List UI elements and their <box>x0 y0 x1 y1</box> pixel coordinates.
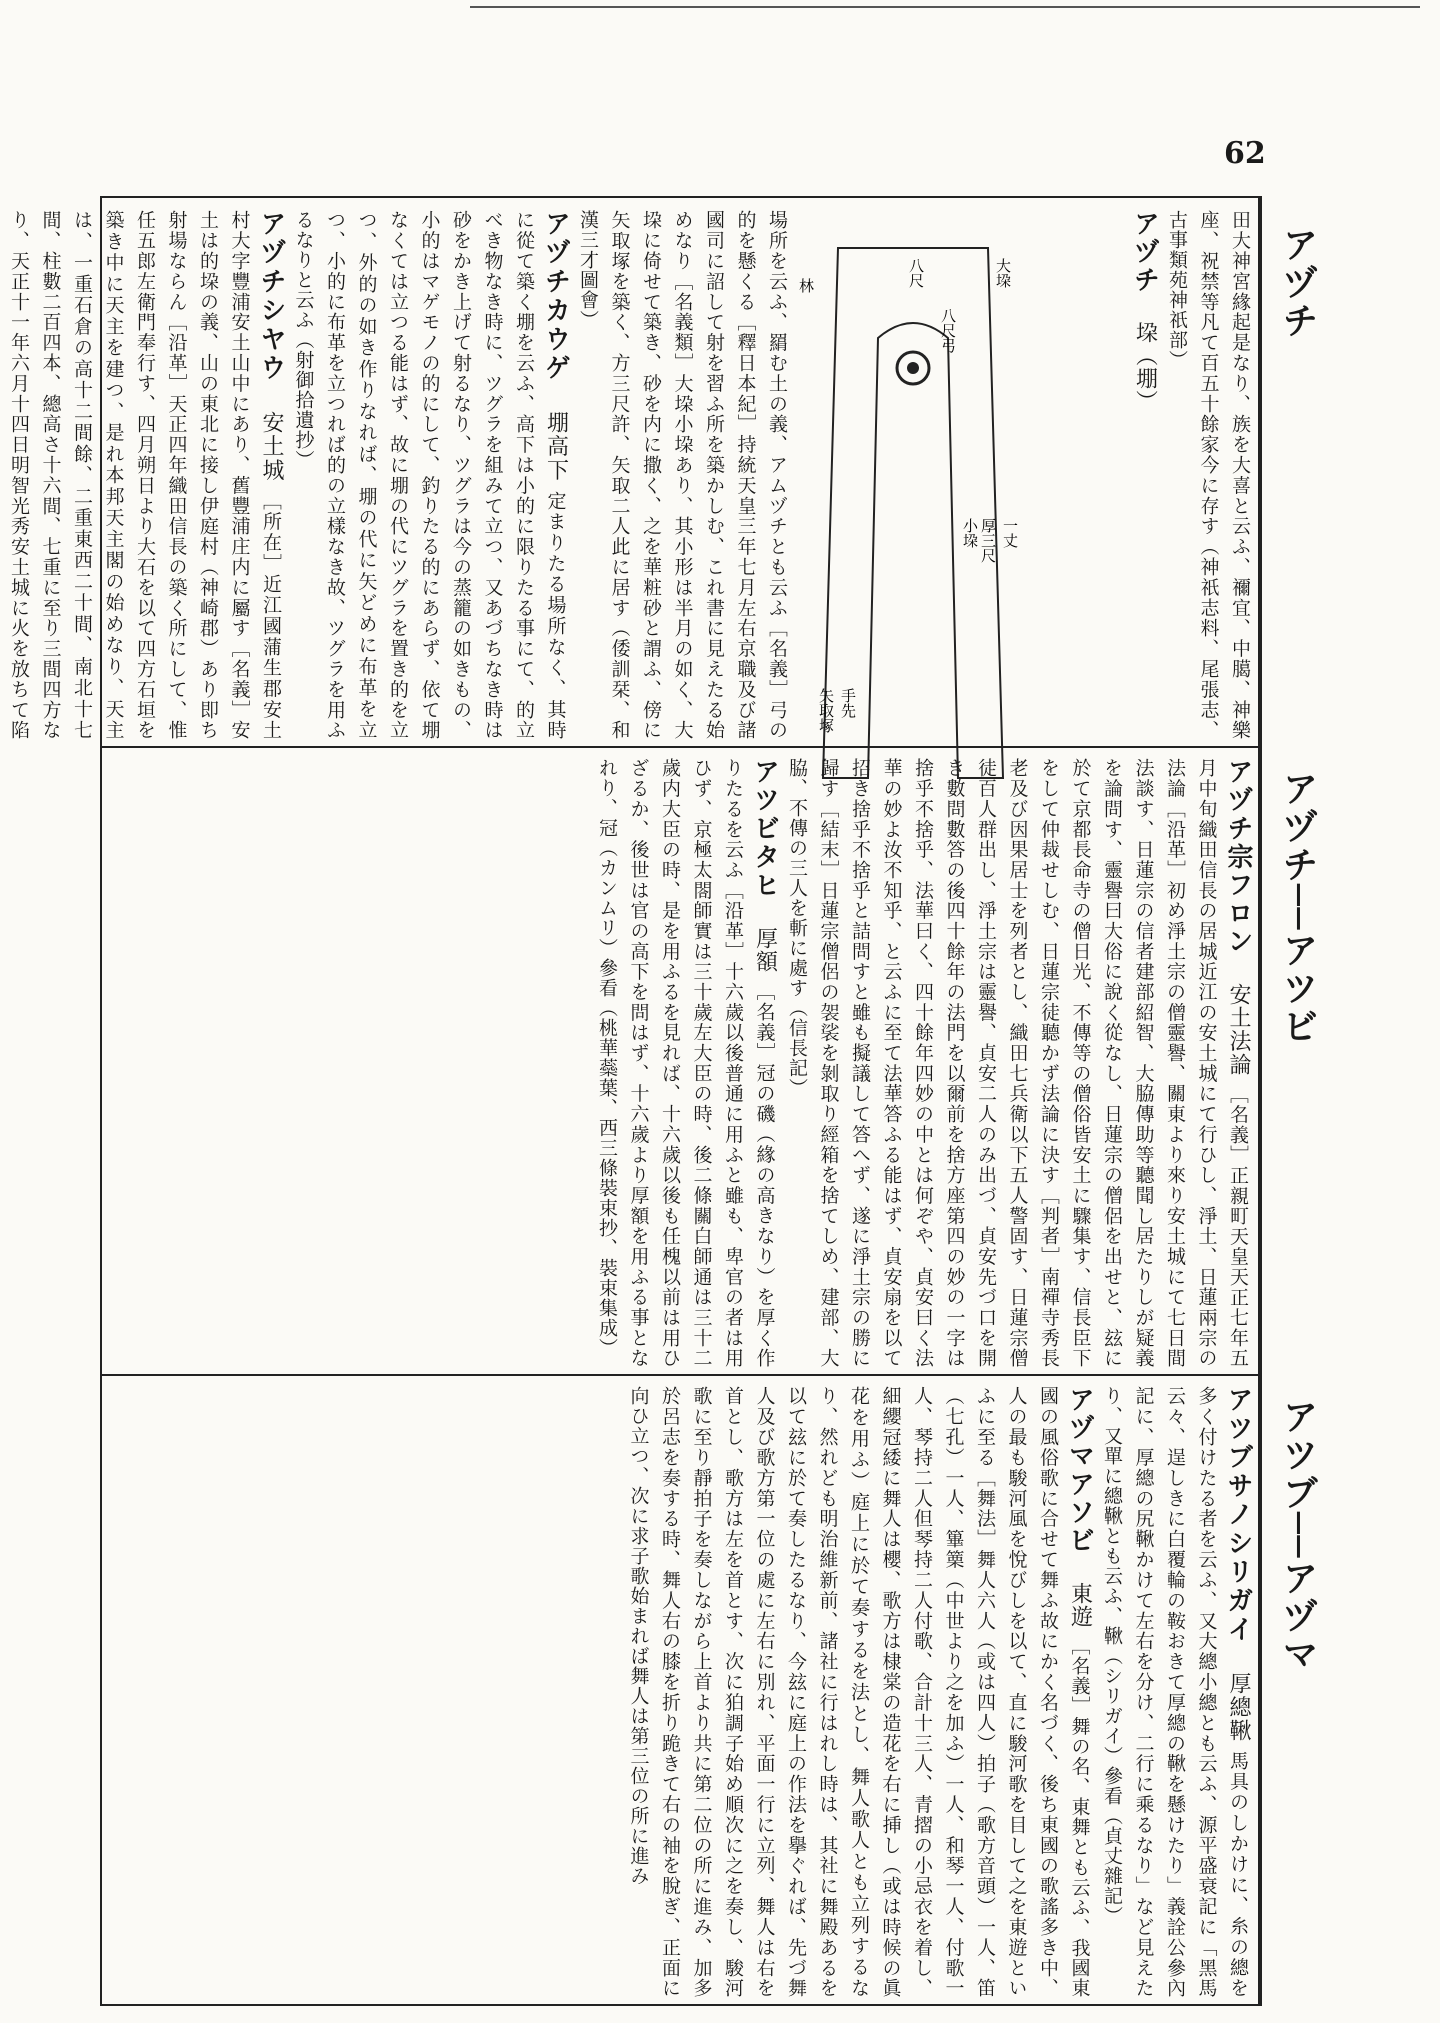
label-koazuchi: 小垜 <box>961 518 979 548</box>
kanji-azuchi-houron: 安土法論 <box>1226 983 1251 1077</box>
label-tesaki: 手先 <box>839 688 857 718</box>
headword-atsubusa-shirigai: アツブサノシリガイ <box>1223 1386 1253 1645</box>
azuchi-figure <box>798 218 1026 828</box>
headword-azuchi-shu-fulon: アヅチ宗フロン <box>1223 758 1253 957</box>
top-text-right <box>1030 210 1255 740</box>
entry-azuchi-houron-body: ［名義］正親町天皇天正七年五月中旬織田信長の居城近江の安土城にて行ひし、淨土、日蓮兩宗の法論［沿革］初め淨土宗の僧靈譽、關東より來り安土城にて七日間法談す、日蓮宗の信者建部紹智、大脇傳助等聽聞し居たりしが疑義を論問す、靈譽曰大俗に說く從なし、日蓮宗の僧侶を出せと、玆に於て京都長命寺の僧日光、不傳等の僧俗皆安土に驟集す、信長臣下をして仲裁せしむ、日蓮宗徒聽かず法論に決す［判者］南禪寺秀長老及び因果居士を列者とし、織田七兵衛以下五人警固す、日蓮宗僧徒百人群出し、淨土宗は靈譽、貞安二人のみ出づ、貞安先づ口を開き數問數答の後四十餘年の法門を以爾前を捨方座第四の妙の一字は捨乎不捨乎、法華曰く、四十餘年四妙の中とは何ぞや、貞安曰く法華の妙よ汝不知乎、と云ふに至て法華答ふる能はず、貞安扇を以て招き捨乎不捨乎と詰問すと雖も擬議して答へず、遂に淨土宗の勝に歸す［結末］日蓮宗僧侶の袈裟を剝取り經箱を捨てしめ、建部、大脇、不傳の三人を斬に處す（信長記） <box>786 758 1249 1369</box>
guide-border <box>1260 196 1262 2006</box>
label-oazuchi: 大垜 <box>994 258 1012 288</box>
entry-azuchi-shiyau-body: ［所在］近江國蒲生郡安土村大字豐浦安土山中にあり、舊豐浦庄内に屬す［名義］安土は的垜の義、山の東北に接し伊庭村（神崎郡）あり即ち射場ならん［沿革］天正四年織田信長の築く所にして、惟任五郎左衛門奉行す、四月朔日より大石を以て四方石垣を築き中に天主を建つ、是れ本邦天主閣の始めなり、天主は、一重石倉の高十二間餘、二重東西二十間、南北十七間、柱數二百四本、總高さ十六間、七重に至り三間四方なり、天正十一年六月十四日明智光秀安土城に火を放ちて陷 <box>8 210 282 740</box>
middle-text <box>112 758 1254 1368</box>
kanji-azuchi-shiyau: 安土城 <box>259 411 284 483</box>
headword-azuchi-kouge: アヅチカウゲ <box>540 210 571 384</box>
kanji-atsubitai: 厚額 <box>752 927 778 974</box>
guide-word-2: アヅチ──アツビ <box>1277 770 1318 1046</box>
label-ichijo: 一丈 <box>1001 518 1019 548</box>
label-atsu-sanjaku: 厚三尺 <box>979 518 997 563</box>
headword-azuchi-shiyau: アヅチシヤウ <box>256 210 286 384</box>
entry-azuchi-body: 場所を云ふ、羂む土の義、アムヅチとも云ふ［名義］弓の的を懸くる［釋日本紀］持統天皇三年七月左右京職及び諸國司に詔して射を習ふ所を築かしむ、これ書に見えたる始めなり［名義類］大垜小垜あり、其小形は半月の如く、大垜に倚せて築き、砂を内に撒く、之を華粧砂と謂ふ、傍に矢取塚を築く、方三尺許、矢取二人此に居す（倭訓栞、和漢三才圖會） <box>577 210 788 740</box>
kanji-azuchi-kouge: 堋高下 <box>543 411 569 483</box>
headword-atsubitahi: アツビタヒ <box>749 758 780 900</box>
bottom-text <box>112 1386 1254 1998</box>
guide-word-3: アツブ──アヅマ <box>1277 1398 1318 1674</box>
kanji-atsubusa-shirigai: 厚總鞦 <box>1226 1671 1251 1743</box>
target-center <box>907 362 919 374</box>
headword-azuchi: アヅチ <box>1129 210 1160 294</box>
page-number: 62 <box>1224 136 1266 171</box>
headword-azuma-asobi: アヅマアソビ <box>1064 1386 1095 1555</box>
label-yatorizuka: 矢取塚 <box>817 688 835 733</box>
section-divider <box>100 746 1260 748</box>
label-hasshaku-yumi: 八尺弓 <box>939 308 957 353</box>
top-rule <box>470 6 1420 8</box>
guide-word-1: アヅチ <box>1277 226 1318 340</box>
entry-azuma-asobi-body: ［名義］舞の名、東舞とも云ふ、我國東國の風俗歌に合せて舞ふ故にかく名づく、後ち東國の歌謠多き中、人の最も駿河風を悅びしを以て、直に駿河歌を目して之を東遊といふに至る［舞法］舞人六人（或は四人）拍子（歌方音頭）一人、笛（七孔）一人、篳篥（中世より之を加ふ）一人、和琴一人、付歌一人、琴持二人但琴持二人付歌、合計十三人、青摺の小忌衣を着し、細纓冠緌に舞人は櫻、歌方は棣棠の造花を右に挿し（或は時候の眞花を用ふ）庭上に於て奏するを法とし、舞人歌人とも立列するなり、然れども明治維新前、諸社に行はれし時は、其社に舞殿あるを以て玆に於て奏したるなり、今玆に庭上の作法を擧ぐれば、先づ舞人及び歌方第一位の處に左右に別れ、平面一行に立列、舞人は右を首とし、歌方は左を首とす、次に狛調子始め順次に之を奏し、駿河歌に至り靜拍子を奏しながら上首より共に第二位の所に進み、加多於呂志を奏する時、舞人右の膝を折り跪きて右の袖を脫ぎ、正面に向ひ立つ、次に求子歌始まれば舞人は第三位の所に進み <box>627 1386 1091 1999</box>
azuchi-diagram <box>798 218 1026 828</box>
top-text-main <box>8 210 792 740</box>
top-intro: 田大神宮緣起是なり、族を大喜と云ふ、禰宜、中臈、神樂座、祝禁等凡て百五十餘家今に存す（神祇志料、尾張志、古事類苑神祇部） <box>1166 210 1251 740</box>
entry-azuchi-kouge-body: 定まりたる場所なく、其時に從て築く堋を云ふ、高下は小的に限りたる事にて、的立べき物なき時に、ツグラを組みて立つ、又あづちなき時は砂をかき上げて射るなり、ツグラは今の蒸籠の如きもの、小的はマゲモノの的にして、釣りたる的にあらず、依て堋なくては立つる能はず、故に堋の代にツグラを置き的を立つ、外的の如き作りなれば、堋の代に矢どめに布革を立つ、小的に布革を立つれば的の立樣なき故、ツグラを用ふるなりと云ふ（射御拾遺抄） <box>292 210 567 740</box>
kanji-azuma-asobi: 東遊 <box>1067 1582 1093 1629</box>
label-hasshaku: 八尺 <box>907 258 925 288</box>
kanji-azuchi: 垜（堋） <box>1132 321 1158 414</box>
entry-atsubusa-shirigai-body: 馬具のしかけに、糸の總を多く付けたる者を云ふ、又大總小總とも云ふ、源平盛衰記に「黑馬云々、逞しきに白覆輪の鞍おきて厚總の鞦を懸けたり」義詮公參內記に、厚總の尻鞦かけて左右を分け、二行に乘るなり」など見えたり、又單に總鞦とも云ふ、鞦（シリガイ）參看（貞丈雜記） <box>1101 1386 1249 1999</box>
label-hayashi: 林 <box>797 278 815 293</box>
entry-atsubitai-body: ［名義］冠の磯（緣の高きなり）を厚く作りたるを云ふ［沿革］十六歲以後普通に用ふと雖も、卑官の者は用ひず、京極太閤師實は三十歲左大臣の時、後二條關白師通は三十二歲内大臣の時、是を用ふるを見れば、十六歲以後も任槐以前は用ひざるか、後世は官の高下を問はず、十六歲より厚額を用ふる事となれり、冠（カンムリ）參看（桃華蘂葉、西三條裝束抄、裝束集成） <box>596 758 776 1369</box>
section-divider-lower <box>100 1374 1260 1376</box>
